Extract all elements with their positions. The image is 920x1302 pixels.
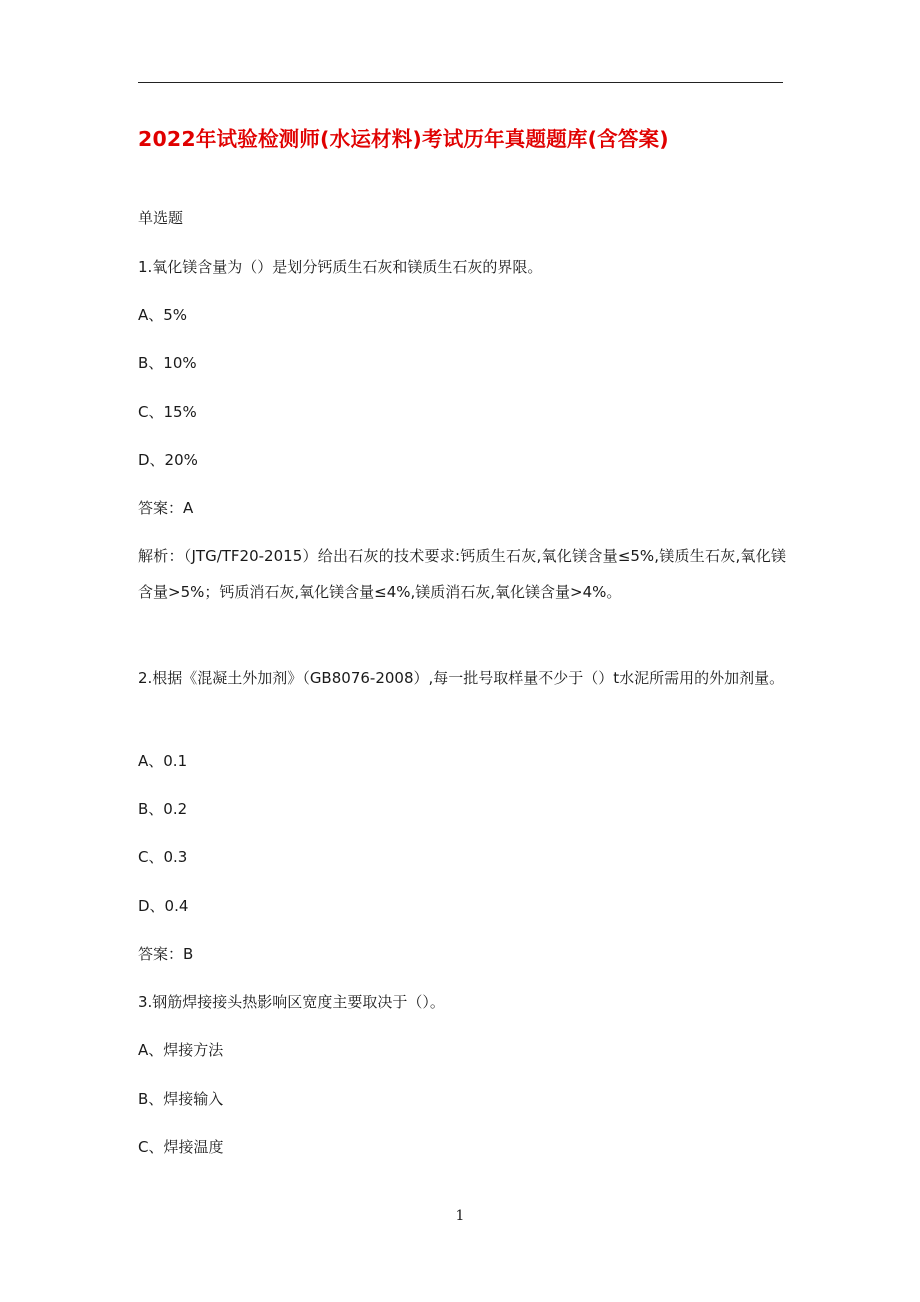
question-stem-1: 1.氧化镁含量为（）是划分钙质生石灰和镁质生石灰的界限。 [138,258,543,276]
question-3-option-c: C、焊接温度 [138,1138,224,1156]
document-title: 2022年试验检测师(水运材料)考试历年真题题库(含答案) [138,127,669,151]
question-stem-2: 2.根据《混凝土外加剂》（GB8076-2008）,每一批号取样量不少于（）t水泥所需用的外加剂量。 [138,669,785,687]
question-1-answer: 答案：A [138,499,194,517]
question-2-answer: 答案：B [138,945,194,963]
question-1-option-a: A、5% [138,306,188,324]
question-3-option-b: B、焊接输入 [138,1090,224,1108]
question-2-option-b: B、0.2 [138,800,188,818]
question-1-option-c: C、15% [138,403,197,421]
question-2-option-d: D、0.4 [138,897,189,915]
question-stem-3: 3.钢筋焊接接头热影响区宽度主要取决于（）。 [138,993,445,1011]
question-1-analysis: 解析：（JTG/TF20-2015）给出石灰的技术要求:钙质生石灰,氧化镁含量≤5%,镁质生石灰,氧化镁含量>5%；钙质消石灰,氧化镁含量≤4%,镁质消石灰,氧化镁含量>4%。 [138,547,786,601]
page-number: 1 [455,1208,465,1224]
question-1-option-b: B、10% [138,354,197,372]
section-heading: 单选题 [138,209,184,227]
question-2-option-c: C、0.3 [138,848,188,866]
question-3-option-a: A、焊接方法 [138,1041,224,1059]
question-1-option-d: D、20% [138,451,198,469]
header-rule [138,82,783,83]
question-2-option-a: A、0.1 [138,752,188,770]
